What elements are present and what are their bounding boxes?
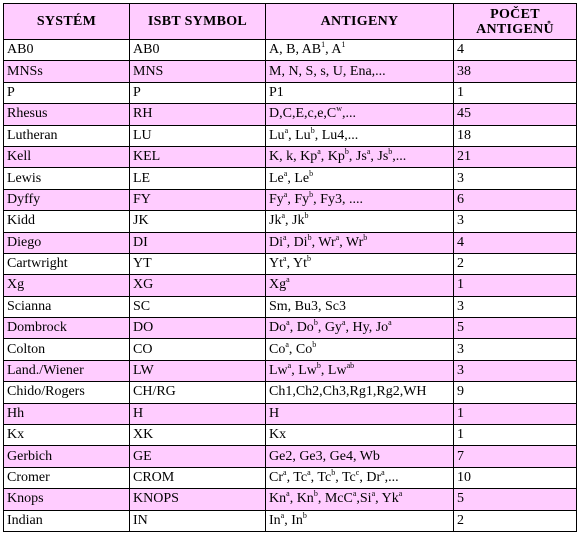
cell-antigen-count: 10 (454, 467, 577, 488)
cell-isbt-symbol: MNS (130, 61, 266, 82)
header-row (4, 4, 577, 40)
cell-isbt-symbol: DI (130, 232, 266, 253)
table-row (4, 382, 577, 403)
cell-isbt-symbol: CO (130, 339, 266, 360)
cell-antigens: Ch1,Ch2,Ch3,Rg1,Rg2,WH (266, 382, 454, 403)
cell-isbt-symbol: LE (130, 168, 266, 189)
header-system: SYSTÉM (4, 4, 130, 40)
cell-antigen-count: 7 (454, 446, 577, 467)
cell-antigen-count: 1 (454, 82, 577, 103)
cell-antigens: Xg$^a$ (266, 275, 454, 296)
cell-system: Hh (4, 403, 130, 424)
cell-antigens: $D,C,E,c,e,C^w$,... (266, 104, 454, 125)
cell-antigens: Cr$^a$, Tc$^a$, Tc$^b$, Tc$^c$, Dr$^a$,... (266, 467, 454, 488)
cell-system: Kell (4, 146, 130, 167)
table-row (4, 510, 577, 531)
cell-isbt-symbol: GE (130, 446, 266, 467)
cell-antigens: Sm, Bu3, Sc3 (266, 296, 454, 317)
cell-system: Rhesus (4, 104, 130, 125)
cell-isbt-symbol: KNOPS (130, 489, 266, 510)
cell-antigen-count: 3 (454, 360, 577, 381)
cell-system: MNSs (4, 61, 130, 82)
table-row (4, 40, 577, 61)
cell-antigen-count: 5 (454, 489, 577, 510)
table-row (4, 339, 577, 360)
cell-antigen-count: 3 (454, 339, 577, 360)
cell-system: Xg (4, 275, 130, 296)
cell-isbt-symbol: LW (130, 360, 266, 381)
cell-antigens: A, B, $AB^1$, $A^1$ (266, 40, 454, 61)
table-row (4, 168, 577, 189)
table-row (4, 446, 577, 467)
cell-isbt-symbol: H (130, 403, 266, 424)
cell-system: Gerbich (4, 446, 130, 467)
cell-isbt-symbol: IN (130, 510, 266, 531)
cell-system: Knops (4, 489, 130, 510)
table-row (4, 467, 577, 488)
cell-system: Colton (4, 339, 130, 360)
cell-isbt-symbol: FY (130, 189, 266, 210)
table-row (4, 125, 577, 146)
cell-antigens: H (266, 403, 454, 424)
table-row (4, 253, 577, 274)
table-row (4, 189, 577, 210)
table-row (4, 318, 577, 339)
table-row (4, 275, 577, 296)
cell-system: Cromer (4, 467, 130, 488)
blood-group-systems-table (3, 3, 577, 532)
table-row (4, 489, 577, 510)
cell-antigens: Yt$^a$, Yt$^b$ (266, 253, 454, 274)
cell-isbt-symbol: SC (130, 296, 266, 317)
cell-system: Chido/Rogers (4, 382, 130, 403)
cell-isbt-symbol: YT (130, 253, 266, 274)
cell-system: Diego (4, 232, 130, 253)
cell-antigens: Le$^a$, Le$^b$ (266, 168, 454, 189)
table-row (4, 425, 577, 446)
cell-antigens: Do$^a$, Do$^b$, Gy$^a$, Hy, Jo$^a$ (266, 318, 454, 339)
cell-isbt-symbol: XG (130, 275, 266, 296)
cell-antigens: In$^a$, In$^b$ (266, 510, 454, 531)
cell-antigens: Fy$^a$, Fy$^b$, Fy3, .... (266, 189, 454, 210)
cell-antigens: P1 (266, 82, 454, 103)
cell-system: Cartwright (4, 253, 130, 274)
header-antigens: ANTIGENY (266, 4, 454, 40)
cell-antigen-count: 4 (454, 40, 577, 61)
cell-antigens: Kx (266, 425, 454, 446)
cell-antigens: Co$^a$, Co$^b$ (266, 339, 454, 360)
cell-system: Land./Wiener (4, 360, 130, 381)
cell-system: P (4, 82, 130, 103)
cell-isbt-symbol: KEL (130, 146, 266, 167)
cell-antigens: Ge2, Ge3, Ge4, Wb (266, 446, 454, 467)
cell-antigen-count: 1 (454, 275, 577, 296)
header-antigen-count: POČET ANTIGENŮ (454, 4, 577, 40)
cell-antigen-count: 6 (454, 189, 577, 210)
cell-antigen-count: 18 (454, 125, 577, 146)
table-row (4, 360, 577, 381)
table-row (4, 104, 577, 125)
cell-antigen-count: 5 (454, 318, 577, 339)
cell-isbt-symbol: P (130, 82, 266, 103)
cell-isbt-symbol: CH/RG (130, 382, 266, 403)
cell-isbt-symbol: DO (130, 318, 266, 339)
cell-isbt-symbol: LU (130, 125, 266, 146)
cell-antigen-count: 3 (454, 211, 577, 232)
cell-antigens: Jk$^a$, Jk$^b$ (266, 211, 454, 232)
cell-antigen-count: 21 (454, 146, 577, 167)
cell-system: Dyffy (4, 189, 130, 210)
table-body (4, 40, 577, 532)
cell-system: Kidd (4, 211, 130, 232)
cell-antigens: Lu$^a$, Lu$^b$, Lu4,... (266, 125, 454, 146)
cell-antigen-count: 3 (454, 168, 577, 189)
cell-antigen-count: 1 (454, 403, 577, 424)
cell-system: Indian (4, 510, 130, 531)
table-row (4, 146, 577, 167)
cell-system: Dombrock (4, 318, 130, 339)
cell-system: Kx (4, 425, 130, 446)
cell-system: AB0 (4, 40, 130, 61)
cell-antigen-count: 3 (454, 296, 577, 317)
cell-isbt-symbol: RH (130, 104, 266, 125)
table-row (4, 232, 577, 253)
table-row (4, 296, 577, 317)
table-row (4, 82, 577, 103)
cell-isbt-symbol: CROM (130, 467, 266, 488)
cell-antigens: Di$^a$, Di$^b$, Wr$^a$, Wr$^b$ (266, 232, 454, 253)
cell-antigen-count: 9 (454, 382, 577, 403)
cell-antigen-count: 45 (454, 104, 577, 125)
cell-antigens: Kn$^a$, Kn$^b$, McC$^a$,Si$^a$, Yk$^a$ (266, 489, 454, 510)
cell-antigen-count: 2 (454, 253, 577, 274)
cell-system: Scianna (4, 296, 130, 317)
table-row (4, 61, 577, 82)
cell-antigens: K, k, Kp$^a$, Kp$^b$, Js$^a$, Js$^b$,... (266, 146, 454, 167)
cell-antigen-count: 4 (454, 232, 577, 253)
header-isbt-symbol: ISBT SYMBOL (130, 4, 266, 40)
cell-system: Lutheran (4, 125, 130, 146)
cell-antigen-count: 1 (454, 425, 577, 446)
cell-isbt-symbol: AB0 (130, 40, 266, 61)
cell-isbt-symbol: XK (130, 425, 266, 446)
cell-antigen-count: 2 (454, 510, 577, 531)
cell-antigen-count: 38 (454, 61, 577, 82)
table-row (4, 403, 577, 424)
cell-antigens: M, N, S, s, U, Ena,... (266, 61, 454, 82)
table-row (4, 211, 577, 232)
cell-antigens: Lw$^a$, Lw$^b$, $Lw^{ab}$ (266, 360, 454, 381)
cell-isbt-symbol: JK (130, 211, 266, 232)
cell-system: Lewis (4, 168, 130, 189)
